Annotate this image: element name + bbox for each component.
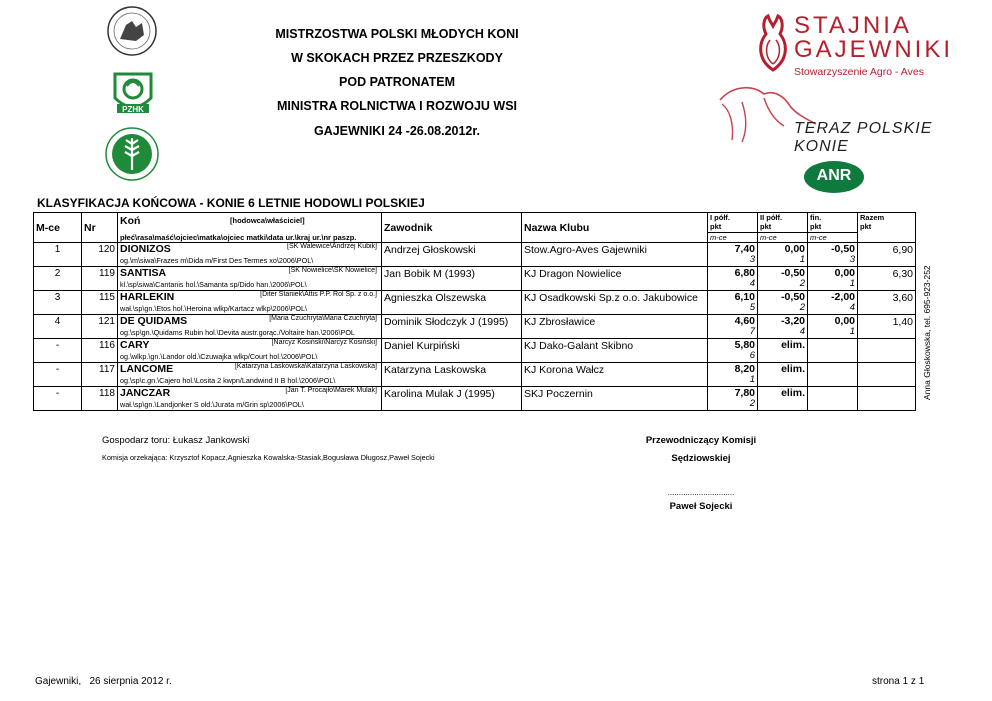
horse-cell	[118, 267, 382, 291]
horse-cell	[118, 363, 382, 387]
final-points: -0,50	[831, 243, 855, 255]
round1-place: 5	[749, 302, 755, 313]
round1-place: 1	[749, 374, 755, 385]
place-cell: 2	[34, 267, 82, 291]
header-line5: GAJEWNIKI 24 -26.08.2012r.	[313, 124, 481, 138]
number-cell: 121	[82, 315, 118, 339]
stajnia-gajewniki-logo	[756, 14, 790, 77]
horse-owners: [Maria Czuchryta\Maria Czuchryta]	[269, 315, 377, 322]
stajnia-label: STAJNIA	[794, 12, 912, 39]
round1-cell	[708, 363, 758, 387]
col-p2-top: II półf.	[760, 213, 783, 222]
col-fin-mid: pkt	[810, 222, 822, 231]
table-row	[34, 315, 916, 339]
round2-points: -3,20	[781, 315, 805, 327]
round1-points: 4,60	[734, 315, 755, 327]
przewodniczacy-label-2: Sędziowskiej	[671, 453, 731, 464]
round1-points: 8,20	[734, 363, 755, 375]
table-row	[34, 387, 916, 411]
col-p1-mid: pkt	[710, 222, 722, 231]
col-kon-label: Koń	[120, 215, 141, 227]
horse-owners: [Diter Staniek\Attis P.P. Rol Sp. z o.o.]	[260, 291, 377, 298]
rider-cell: Andrzej Głoskowski	[382, 243, 522, 267]
col-p2-mid: pkt	[760, 222, 772, 231]
horse-owners: [Katarzyna Laskowska\Katarzyna Laskowska]	[234, 363, 377, 370]
horse-owners: [Jan T. Procajło\Marek Mulak]	[285, 387, 377, 394]
place-cell: 3	[34, 291, 82, 315]
final-cell	[808, 291, 858, 315]
place-cell: -	[34, 339, 82, 363]
final-cell	[808, 267, 858, 291]
horse-line	[120, 339, 379, 351]
horse-name: JANCZAR	[120, 387, 171, 399]
col-p2	[758, 213, 808, 233]
horse-line	[120, 315, 379, 327]
results-table	[33, 212, 916, 411]
rider-cell: Jan Bobik M (1993)	[382, 267, 522, 291]
horse-cell	[118, 339, 382, 363]
signature-line: ..............................	[667, 488, 735, 497]
round2-points: -0,50	[781, 291, 805, 303]
round2-place: 1	[799, 254, 805, 265]
club-cell: Stow.Agro-Aves Gajewniki	[522, 243, 708, 267]
club-cell: KJ Dako-Galant Skibno	[522, 339, 708, 363]
horse-name: DE QUIDAMS	[120, 315, 188, 327]
col-fin-mce: m-ce	[808, 232, 858, 242]
header-row-1	[34, 213, 916, 233]
horse-name: DIONIZOS	[120, 243, 171, 255]
horse-name: HARLEKIN	[120, 291, 175, 303]
horse-owners: [Narcyz Kosiński\Narcyz Kosiński]	[271, 339, 377, 346]
rider-cell: Agnieszka Olszewska	[382, 291, 522, 315]
final-cell	[808, 243, 858, 267]
number-cell: 118	[82, 387, 118, 411]
round2-points: elim.	[781, 363, 805, 375]
round1-place: 4	[749, 278, 755, 289]
round1-cell	[708, 339, 758, 363]
final-cell	[808, 387, 858, 411]
number-cell: 117	[82, 363, 118, 387]
horse-pedigree: og.\sp\c.gn.\Cajero hol.\Losita 2 kwpn/Landwind II B hol.\2006\POL\	[120, 376, 336, 385]
anr-label: ANR	[816, 167, 852, 184]
total-cell: 1,40	[858, 315, 916, 339]
round1-cell	[708, 267, 758, 291]
final-place: 4	[849, 302, 855, 313]
round1-place: 7	[749, 326, 755, 337]
rider-cell: Karolina Mulak J (1995)	[382, 387, 522, 411]
number-cell: 116	[82, 339, 118, 363]
final-points: 0,00	[834, 315, 855, 327]
rider-cell: Daniel Kurpiński	[382, 339, 522, 363]
round2-place: 2	[799, 278, 805, 289]
place-date: Gajewniki, 26 sierpnia 2012 r.	[35, 676, 172, 687]
horse-name: CARY	[120, 339, 150, 351]
horse-pedigree: wał.\sp\gn.\Etos hol.\Heroina wlkp/Kartacz wlkp\2006\POL\	[120, 304, 307, 313]
club-cell: KJ Zbrosławice	[522, 315, 708, 339]
col-razem	[858, 213, 916, 243]
col-razem-mid: pkt	[860, 222, 872, 231]
round2-points: elim.	[781, 387, 805, 399]
final-place: 3	[849, 254, 855, 265]
total-cell	[858, 387, 916, 411]
total-cell: 6,30	[858, 267, 916, 291]
total-cell	[858, 363, 916, 387]
horse-name: SANTISA	[120, 267, 167, 279]
horse-name: LANCOME	[120, 363, 174, 375]
stajnia-subtitle: Stowarzyszenie Agro - Aves	[794, 66, 924, 78]
round1-points: 5,80	[734, 339, 755, 351]
col-p1	[708, 213, 758, 233]
total-cell	[858, 339, 916, 363]
horse-line	[120, 267, 379, 279]
col-p1-top: I półf.	[710, 213, 730, 222]
round1-cell	[708, 291, 758, 315]
table-row	[34, 267, 916, 291]
horse-line	[120, 363, 379, 375]
horse-cell	[118, 315, 382, 339]
results-body	[34, 243, 916, 411]
round2-place: 4	[799, 326, 805, 337]
number-cell: 119	[82, 267, 118, 291]
final-cell	[808, 315, 858, 339]
teraz-polskie-konie-label: TERAZ POLSKIE KONIE	[794, 120, 933, 155]
club-cell: KJ Dragon Nowielice	[522, 267, 708, 291]
round2-cell	[758, 315, 808, 339]
horse-pedigree: og.\m\siwa\Frazes m\Dida m/First Des Termes xo\2006\POL\	[120, 256, 314, 265]
final-points: -2,00	[831, 291, 855, 303]
polish-equestrian-federation-logo	[106, 5, 158, 62]
round1-points: 7,40	[734, 243, 755, 255]
round2-points: elim.	[781, 339, 805, 351]
col-hodowca-label: [hodowca\właściciel]	[230, 216, 305, 225]
table-row	[34, 339, 916, 363]
table-row	[34, 363, 916, 387]
col-p1-mce: m-ce	[708, 232, 758, 242]
round1-cell	[708, 243, 758, 267]
horse-cell	[118, 387, 382, 411]
round2-cell	[758, 267, 808, 291]
horse-pedigree: og.\sp\gn.\Quidams Rubin hol.\Devita austr.gorąc./Voltaire han.\2006\POL	[120, 328, 355, 337]
col-zawodnik: Zawodnik	[382, 213, 522, 243]
round1-place: 3	[749, 254, 755, 265]
round1-cell	[708, 387, 758, 411]
round2-cell	[758, 243, 808, 267]
horse-pedigree: wał.\sp\gn.\Landjonker S old.\Jurata m/Grin sp\2006\POL\	[120, 400, 304, 409]
horse-cell	[118, 291, 382, 315]
round2-cell	[758, 363, 808, 387]
classification-title: KLASYFIKACJA KOŃCOWA - KONIE 6 LETNIE HODOWLI POLSKIEJ	[37, 196, 425, 210]
round1-points: 7,80	[734, 387, 755, 399]
side-note: Anna Głoskowska, tel. 695-923-252	[922, 265, 932, 400]
col-razem-top: Razem	[860, 213, 885, 222]
header-line2: W SKOKACH PRZEZ PRZESZKODY	[291, 51, 503, 65]
col-pedigree-label: płeć\rasa\maść\ojciec\matka\ojciec matki\data ur.\kraj ur.\nr paszp.	[120, 233, 357, 242]
col-mce: M-ce	[34, 213, 82, 243]
round1-cell	[708, 315, 758, 339]
round2-points: -0,50	[781, 267, 805, 279]
gospodarz-toru: Gospodarz toru: Łukasz Jankowski	[102, 435, 250, 446]
gajewniki-label: GAJEWNIKI	[794, 36, 954, 63]
komisja-orzekajaca: Komisja orzekająca: Krzysztof Kopacz,Agnieszka Kowalska-Stasiak,Bogusława Długosz,Paweł Sojecki	[102, 453, 435, 462]
place-cell: -	[34, 363, 82, 387]
total-cell: 6,90	[858, 243, 916, 267]
ministry-logo	[104, 126, 160, 187]
header-line3: POD PATRONATEM	[339, 75, 455, 89]
horse-line	[120, 291, 379, 303]
total-cell: 3,60	[858, 291, 916, 315]
final-cell	[808, 363, 858, 387]
place-cell: 4	[34, 315, 82, 339]
rider-cell: Dominik Słodczyk J (1995)	[382, 315, 522, 339]
place-cell: -	[34, 387, 82, 411]
round1-place: 2	[749, 398, 755, 409]
round2-points: 0,00	[784, 243, 805, 255]
table-row	[34, 243, 916, 267]
col-nr: Nr	[82, 213, 118, 243]
horse-owners: [SK Walewice\Andrzej Kubik]	[287, 243, 377, 250]
round1-place: 6	[749, 350, 755, 361]
table-row	[34, 291, 916, 315]
round1-points: 6,10	[734, 291, 755, 303]
przewodniczacy-label-1: Przewodniczący Komisji	[645, 435, 757, 446]
horse-pedigree: og.\wlkp.\gn.\Landor old.\Czuwajka wlkp/Court hol.\2006\POL\	[120, 352, 318, 361]
final-points: 0,00	[834, 267, 855, 279]
rider-cell: Katarzyna Laskowska	[382, 363, 522, 387]
number-cell: 120	[82, 243, 118, 267]
horse-owners: [SK Nowielice\SK Nowielice]	[288, 267, 377, 274]
place-cell: 1	[34, 243, 82, 267]
round2-place: 2	[799, 302, 805, 313]
signer-name: Paweł Sojecki	[669, 501, 733, 512]
round2-cell	[758, 291, 808, 315]
horse-pedigree: kl.\sp\siwa\Cantanis hol.\Samanta sp/Dido han.\2006\POL\	[120, 280, 307, 289]
col-p2-mce: m-ce	[758, 232, 808, 242]
final-place: 1	[849, 326, 855, 337]
horse-line	[120, 387, 379, 399]
col-klub: Nazwa Klubu	[522, 213, 708, 243]
col-fin-top: fin.	[810, 213, 822, 222]
round2-cell	[758, 339, 808, 363]
header-line1: MISTRZOSTWA POLSKI MŁODYCH KONI	[275, 27, 519, 41]
round2-cell	[758, 387, 808, 411]
page-number: strona 1 z 1	[872, 676, 925, 687]
header-line4: MINISTRA ROLNICTWA I ROZWOJU WSI	[276, 99, 518, 113]
club-cell: KJ Korona Wałcz	[522, 363, 708, 387]
club-cell: KJ Osadkowski Sp.z o.o. Jakubowice	[522, 291, 708, 315]
final-place: 1	[849, 278, 855, 289]
pzhk-label: PZHK	[122, 105, 144, 114]
col-fin	[808, 213, 858, 233]
pzhk-logo	[111, 68, 155, 123]
club-cell: SKJ Poczernin	[522, 387, 708, 411]
col-kon	[118, 213, 382, 243]
number-cell: 115	[82, 291, 118, 315]
horse-line	[120, 243, 379, 255]
final-cell	[808, 339, 858, 363]
round1-points: 6,80	[734, 267, 755, 279]
horse-cell	[118, 243, 382, 267]
